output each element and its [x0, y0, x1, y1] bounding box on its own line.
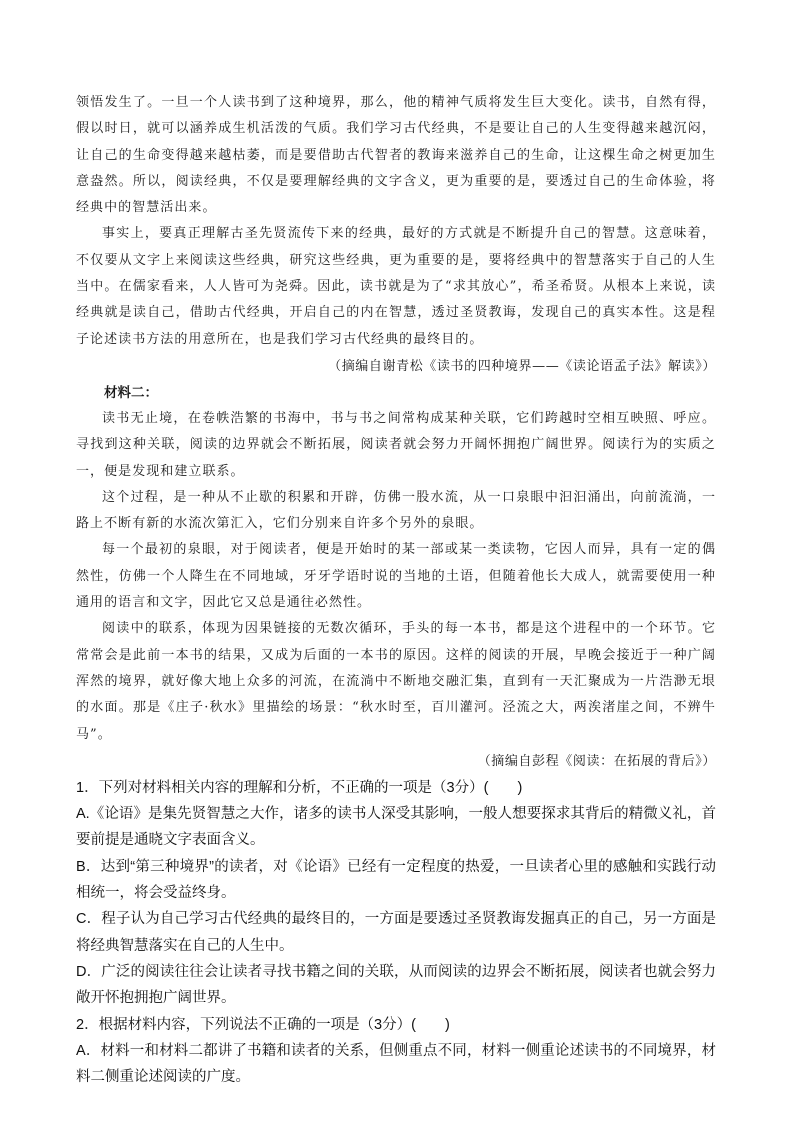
material2-label: 材料二：: [104, 384, 158, 401]
material2-source: （摘编自彭程《阅读：在拓展的背后》）: [477, 753, 716, 769]
material1-paragraph-1: 领悟发生了。一旦一个人读书到了这种境界，那么，他的精神气质将发生巨大变化。读书，自然有得，假以时日，就可以涵养成生机活泼的气质。我们学习古代经典，不是要让自己的人生变得越来越沉闷，让自己的生命变得越来越枯萎，而是要借助古代智者的教诲来滋养自己的生命，让这棵生命之树更加生意盎然。所以，阅读经典，不仅是要理解经典的文字含义，更为重要的是，要透过自己的生命体验，将经典中的智慧活出来。: [76, 95, 716, 216]
material2-paragraph-4: 阅读中的联系，体现为因果链接的无数次循环，手头的每一本书，都是这个进程中的一个环节。它常常会是此前一本书的结果，又成为后面的一本书的原因。这样的阅读的开展，早晚会接近于一种广阔浑然的境界，就好像大地上众多的河流，在流淌中不断地交融汇集，直到有一天汇聚成为一片浩渺无垠的水面。那是《庄子·秋水》里描绘的场景：“秋水时至，百川灌河。泾流之大，两涘渚崖之间，不辨牛马”。: [76, 621, 716, 742]
material2-paragraph-3: 每一个最初的泉眼，对于阅读者，便是开始时的某一部或某一类读物，它因人而异，具有一定的偶然性，仿佛一个人降生在不同地域，牙牙学语时说的当地的土语，但随着他长大成人，就需要使用一种通用的语言和文字，因此它又总是通往必然性。: [76, 542, 716, 611]
material2-paragraph-2: 这个过程，是一种从不止歇的积累和开辟，仿佛一股水流，从一口泉眼中汩汩涌出，向前流淌，一路上不断有新的水流次第汇入，它们分别来自许多个另外的泉眼。: [76, 489, 716, 532]
material1-source: （摘编自谢青松《读书的四种境界——《读论语孟子法》解读》）: [328, 358, 716, 374]
question-1-stem: 1．下列对材料相关内容的理解和分析，不正确的一项是（3分）( ): [76, 779, 523, 796]
question-2-option-a: A．材料一和材料二都讲了书籍和读者的关系，但侧重点不同，材料一侧重论述读书的不同境界，材料二侧重论述阅读的广度。: [76, 1042, 716, 1086]
question-1-option-d: D．广泛的阅读往往会让读者寻找书籍之间的关联，从而阅读的边界会不断拓展，阅读者也就会努力敞开怀抱拥抱广阔世界。: [76, 963, 716, 1007]
question-1-option-b: B．达到“第三种境界”的读者，对《论语》已经有一定程度的热爱，一旦读者心里的感触和实践行动相统一，将会受益终身。: [76, 858, 716, 902]
material1-paragraph-2: 事实上，要真正理解古圣先贤流传下来的经典，最好的方式就是不断提升自己的智慧。这意味着，不仅要从文字上来阅读这些经典，研究这些经典，更为重要的是，要将经典中的智慧落实于自己的人生当中。在儒家看来，人人皆可为尧舜。因此，读书就是为了“求其放心”，希圣希贤。从根本上来说，读经典就是读自己，借助古代经典，开启自己的内在智慧，透过圣贤教诲，发现自己的真实本性。这是程子论述读书方法的用意所在，也是我们学习古代经典的最终目的。: [76, 226, 716, 347]
question-1-option-c: C．程子认为自己学习古代经典的最终目的，一方面是要透过圣贤教诲发掘真正的自己，另一方面是将经典智慧落实在自己的人生中。: [76, 911, 716, 954]
question-2-stem: 2．根据材料内容，下列说法不正确的一项是（3分）( ): [76, 1016, 450, 1033]
page-content: [76, 90, 716, 1090]
question-1-option-a: A.《论语》是集先贤智慧之大作，诸多的读书人深受其影响，一般人想要探求其背后的精微义礼，首要前提是通晓文字表面含义。: [76, 806, 716, 849]
material2-paragraph-1: 读书无止境，在卷帙浩繁的书海中，书与书之间常构成某种关联，它们跨越时空相互映照、呼应。寻找到这种关联，阅读的边界就会不断拓展，阅读者就会努力开阔怀拥抱广阔世界。阅读行为的实质之一，便是发现和建立联系。: [76, 410, 716, 479]
